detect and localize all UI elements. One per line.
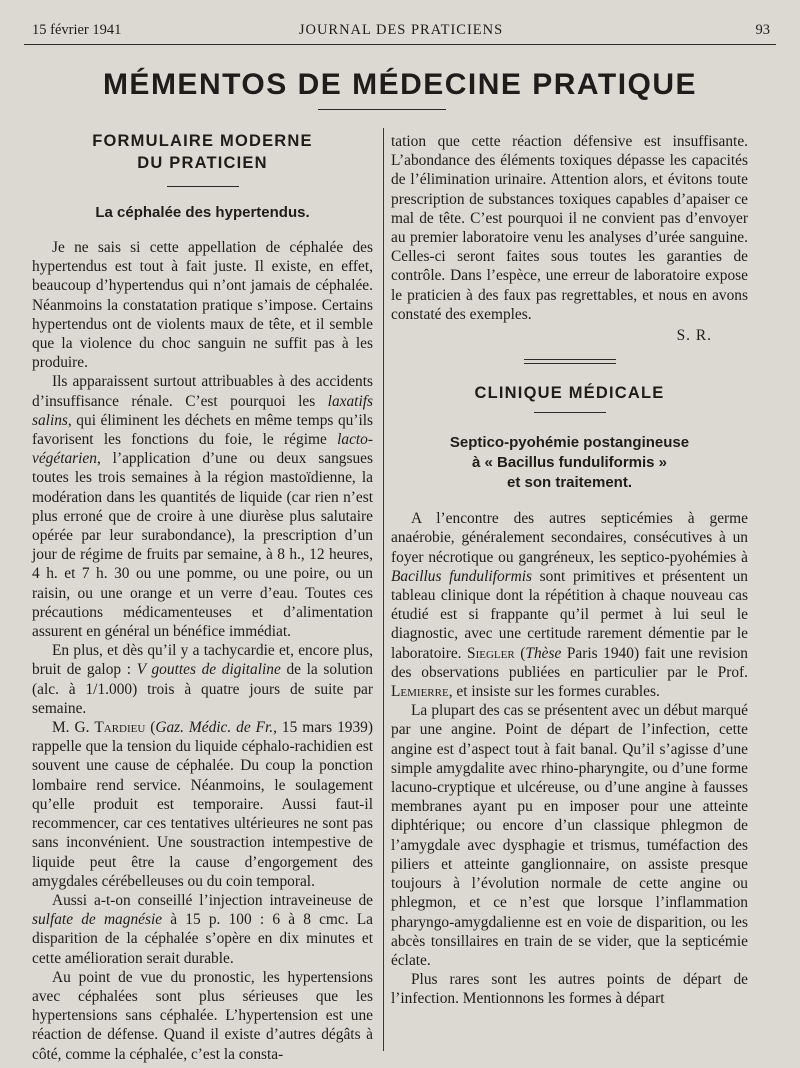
paragraph: A l’encontre des autres septicémies à germe anaérobie, généralement secondaires, consécutives à un foyer nécrotique ou gangréneux, les septico-pyohémies à Bacillus funduliformis sont primitives et présentent un tableau clinique dont la répétition à chaque nouveau cas étudié est si frappante qu’il permet à lui seul le diagnostic, avec une certitude rarement démentie par le laboratoire. Siegler (Thèse Paris 1940) fait une revision des observations publiées en particulier par le Prof. Lemierre, et insiste sur les formes curables. bbox=[391, 510, 748, 701]
running-header bbox=[32, 20, 770, 40]
section-rule bbox=[534, 412, 606, 413]
author-signature: S. R. bbox=[676, 327, 712, 345]
section-double-rule bbox=[524, 359, 616, 364]
title-rule bbox=[318, 109, 446, 110]
paragraph: Ils apparaissent surtout attribuables à des accidents d’insuffisance rénale. C’est pourquoi les laxatifs salins, qui éliminent les déchets en même temps qu’ils favorisent les fonctions du foie, le régime lacto-végétarien, l’application d’une ou deux sangsues toutes les trois semaines à la région mastoïdienne, la modération dans les quantités de liquide (car rien n’est plus erroné que de croire à une diurèse plus salutaire opérée par leur surabondance), la prescription d’un jour de régime de fruits par semaine, à 8 h., 12 heures, 4 h. et 7 h. 30 ou une pomme, ou une poire, ou un raisin, ou une orange et un verre d’eau. Toutes ces précautions médicamenteuses et d’alimentation assurent en général un bénéfice immédiat. bbox=[32, 373, 373, 641]
page-title: MÉMENTOS DE MÉDECINE PRATIQUE bbox=[102, 68, 698, 101]
article-title-cephalee: La céphalée des hypertendus. bbox=[95, 204, 310, 221]
paragraph: En plus, et dès qu’il y a tachycardie et, encore plus, bruit de galop : V gouttes de digitaline de la solution (alc. à 1/1.000) trois à quatre jours de suite par semaine. bbox=[32, 642, 373, 717]
header-rule bbox=[24, 44, 776, 45]
paragraph: Plus rares sont les autres points de départ de l’infection. Mentionnons les formes à départ bbox=[391, 971, 748, 1008]
right-column bbox=[391, 132, 748, 1009]
page-number: 93 bbox=[755, 22, 770, 38]
left-column bbox=[32, 130, 373, 1064]
section-title-clinique: CLINIQUE MÉDICALE bbox=[474, 384, 665, 403]
column-divider bbox=[383, 128, 384, 1051]
paragraph: Au point de vue du pronostic, les hypertensions avec céphalées sont plus sérieuses que les hypertensions sans céphalée. L’hypertension est une réaction de défense. Quand il existe d’autres dégâts à côté, comme la céphalée, c’est la consta- bbox=[32, 968, 373, 1063]
article-title-septico: Septico-pyohémie postangineuse à « Bacillus funduliformis » et son traitement. bbox=[449, 434, 690, 492]
journal-name: JOURNAL DES PRATICIENS bbox=[298, 22, 504, 38]
paragraph: La plupart des cas se présentent avec un début marqué par une angine. Point de départ de l’infection, cette angine est d’aspect tout à fait banal. Qu’il s’agisse d’une simple amygdalite avec rhino-pharyngite, ou d’une forme lacuno-cryptique et ulcéreuse, ou d’une angine à fausses membranes ayant pu en imposer pour une atteinte diphtérique; ou encore d’un classique phlegmon de l’amygdale avec dysphagie et trismus, tuméfaction des piliers et atteinte ganglionnaire, on assiste presque toujours à l’évolution normale de cette angine ou phlegmon, et ce n’est que lorsque l’inflammation pharyngo-amygdalienne est en voie de disparition, ou les abcès tonsillaires en train de se vider, que la septicémie éclate. bbox=[391, 702, 748, 969]
paragraph: Je ne sais si cette appellation de céphalée des hypertendus est tout à fait juste. Il existe, en effet, beaucoup d’hypertendus qui n’ont jamais de céphalée. Néanmoins la constatation pratique s’impose. Certains hypertendus ont de violents maux de tête, et il semble que la violence du choc sanguin ne suffit pas à les produire. bbox=[32, 239, 373, 372]
paragraph: tation que cette réaction défensive est insuffisante. L’abondance des éléments toxiques dépasse les capacités de l’élimination urinaire. Attention alors, et évitons toute prescription de substances toxiques capables d’apaiser ce mal de tête. C’est pourquoi il ne convient pas d’envoyer au premier laboratoire venu les analyses d’urée sanguine. Celles-ci seront faites sous toutes les garanties de contrôle. Dans l’espèce, une erreur de laboratoire expose le praticien à des faux pas regrettables, et nous en avons constaté des exemples. bbox=[391, 133, 748, 323]
section-rule bbox=[167, 186, 239, 187]
paragraph: Aussi a-t-on conseillé l’injection intraveineuse de sulfate de magnésie à 15 p. 100 : 6 à 8 cmc. La disparition de la céphalée s’opère en dix minutes et cette amélioration serait durable. bbox=[32, 891, 374, 967]
section-title-formulaire: FORMULAIRE MODERNE DU PRATICIEN bbox=[92, 132, 313, 172]
paragraph: M. G. Tardieu (Gaz. Médic. de Fr., 15 mars 1939) rappelle que la tension du liquide céphalo-rachidien est souvent une cause de céphalée. Du coup la ponction lombaire rend service. Néanmoins, le soulagement qu’elle produit est temporaire. Aussi faut-il recommencer, car ces tentatives ultérieures ne sont pas sans inconvénient. Une soustraction intempestive de liquide peut être la cause d’engorgement des amygdales cérébelleuses ou du coin temporal. bbox=[32, 719, 373, 890]
issue-date: 15 février 1941 bbox=[32, 22, 122, 38]
